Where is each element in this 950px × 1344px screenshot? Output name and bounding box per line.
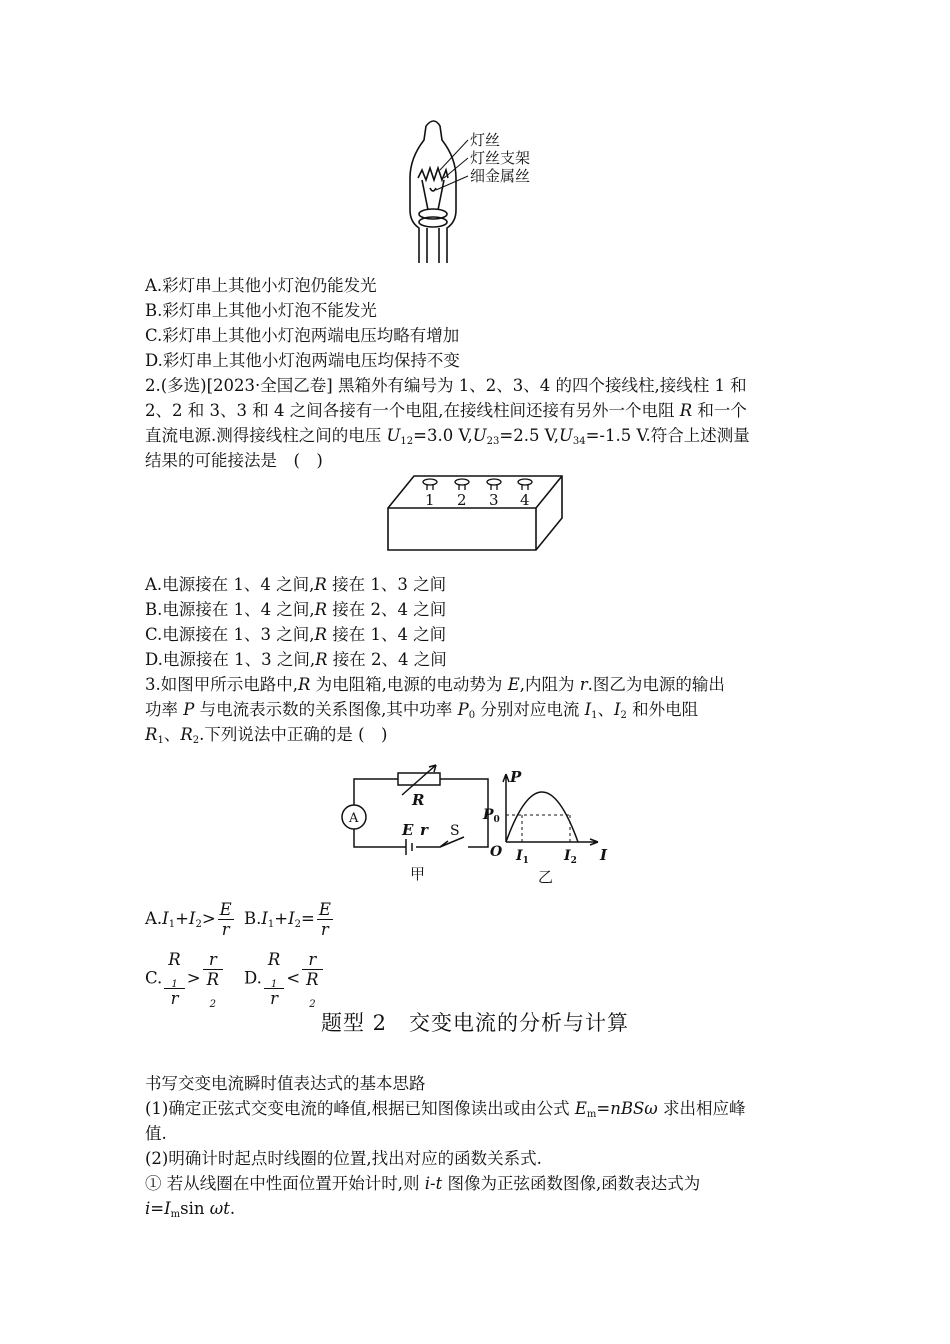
y-axis [503,774,509,842]
section-formula: $i=I_m\sin$ ωt. [145,1199,236,1220]
q2-stem-line2: 2、2 和 3、3 和 4 之间各接有一个电阻,在接线柱间还接有另外一个电阻 R 和一个 [145,401,747,420]
q2-option-a: A.电源接在 1、4 之间,R 接在 1、3 之间 [145,575,447,594]
section-heading: 题型 2 交变电流的分析与计算 [320,1011,630,1035]
origin-label: O [490,844,503,860]
section-step2-case1: ① 若从线圈在中性面位置开始计时,则 i-t 图像为正弦函数图像,函数表达式为 [145,1174,701,1193]
power-curve [506,792,578,842]
x-axis-label: I [600,846,608,864]
terminal-label-3: 3 [489,491,499,509]
q3-option-b: $B.I_1+I_2=$ $\frac{E}{r}$ [244,900,331,939]
switch-label: S [450,823,460,839]
resistor-label: R [412,791,425,809]
section-step1: (1)确定正弦式交变电流的峰值,根据已知图像读出或由公式 $E_m=nBS\omega$ 求出相应峰 [145,1099,746,1120]
terminal-1 [423,479,437,490]
terminal-label-4: 4 [520,491,530,509]
terminal-4 [518,479,532,490]
q2-option-b: B.电源接在 1、4 之间,R 接在 2、4 之间 [145,600,447,619]
bulb-glass-outline [410,121,456,263]
terminal-2 [455,479,469,490]
bulb-label-support: 灯丝支架 [470,149,531,167]
bulb-inner-neck [427,228,439,263]
i2-label: $I_2$ [564,848,577,866]
battery-icon [406,839,412,855]
x-axis [506,839,598,845]
filament-icon [418,168,448,180]
graph-caption: 乙 [538,868,554,886]
q2-option-c: C.电源接在 1、3 之间,R 接在 1、4 之间 [145,625,447,644]
thin-wire [430,188,436,191]
internal-resistance-label: r [420,821,428,839]
bulb-label-filament: 灯丝 [470,131,501,149]
q2-option-d: D.电源接在 1、3 之间,R 接在 2、4 之间 [145,650,447,669]
section-intro: 书写交变电流瞬时值表达式的基本思路 [145,1074,426,1093]
terminal-label-1: 1 [425,491,435,509]
q3-stem-line3: $R_1$、$R_2$.下列说法中正确的是 ( ) [145,725,388,746]
bulb-label-wire: 细金属丝 [470,167,531,185]
q3-stem-line2: 功率 P 与电流表示数的关系图像,其中功率 $P_0$ 分别对应电流 $I_1$、$I_2$ 和外电阻 [145,700,699,721]
power-current-graph [482,768,612,888]
q2-stem-line4: 结果的可能接法是 ( ) [145,451,323,470]
i1-label: $I_1$ [516,848,529,866]
q3-option-d: D. R $_1$ r < r R $_2$ [244,950,325,1008]
ammeter-label: A [349,811,359,826]
q3-option-c: C. R $_1$ r > r R $_2$ [145,950,225,1008]
q3-stem-line1: 3.如图甲所示电路中,R 为电阻箱,电源的电动势为 E,内阻为 r.图乙为电源的输出 [145,675,725,694]
section-step1-cont: 值. [145,1124,167,1143]
q1-option-a: A.彩灯串上其他小灯泡仍能发光 [145,276,377,295]
emf-label: E [402,821,414,839]
circuit-caption: 甲 [410,865,426,883]
terminal-3 [487,479,501,490]
q2-stem-line3: 直流电源.测得接线柱之间的电压 $U_{12}=3.0$ $V,U_{23}=2.5$ $V,U_{34}=-1.5$ V.符合上述测量 [145,426,750,447]
filament-support [422,180,444,210]
q2-stem-line1: 2.(多选)[2023·全国乙卷] 黑箱外有编号为 1、2、3、4 的四个接线柱,接线柱 1 和 [145,376,747,395]
q1-option-c: C.彩灯串上其他小灯泡两端电压均略有增加 [145,326,460,345]
q1-option-d: D.彩灯串上其他小灯泡两端电压均保持不变 [145,351,460,370]
bulb-figure [400,118,560,268]
y-axis-label: P [510,768,522,786]
q1-option-b: B.彩灯串上其他小灯泡不能发光 [145,301,377,320]
p0-label: $P_0$ [483,807,500,825]
terminal-label-2: 2 [457,491,467,509]
q3-option-a: $A.I_1+I_2>$ $\frac{E}{r}$ [145,900,232,939]
black-box-figure [386,474,566,554]
section-step2: (2)明确计时起点时线圈的位置,找出对应的函数关系式. [145,1149,542,1168]
